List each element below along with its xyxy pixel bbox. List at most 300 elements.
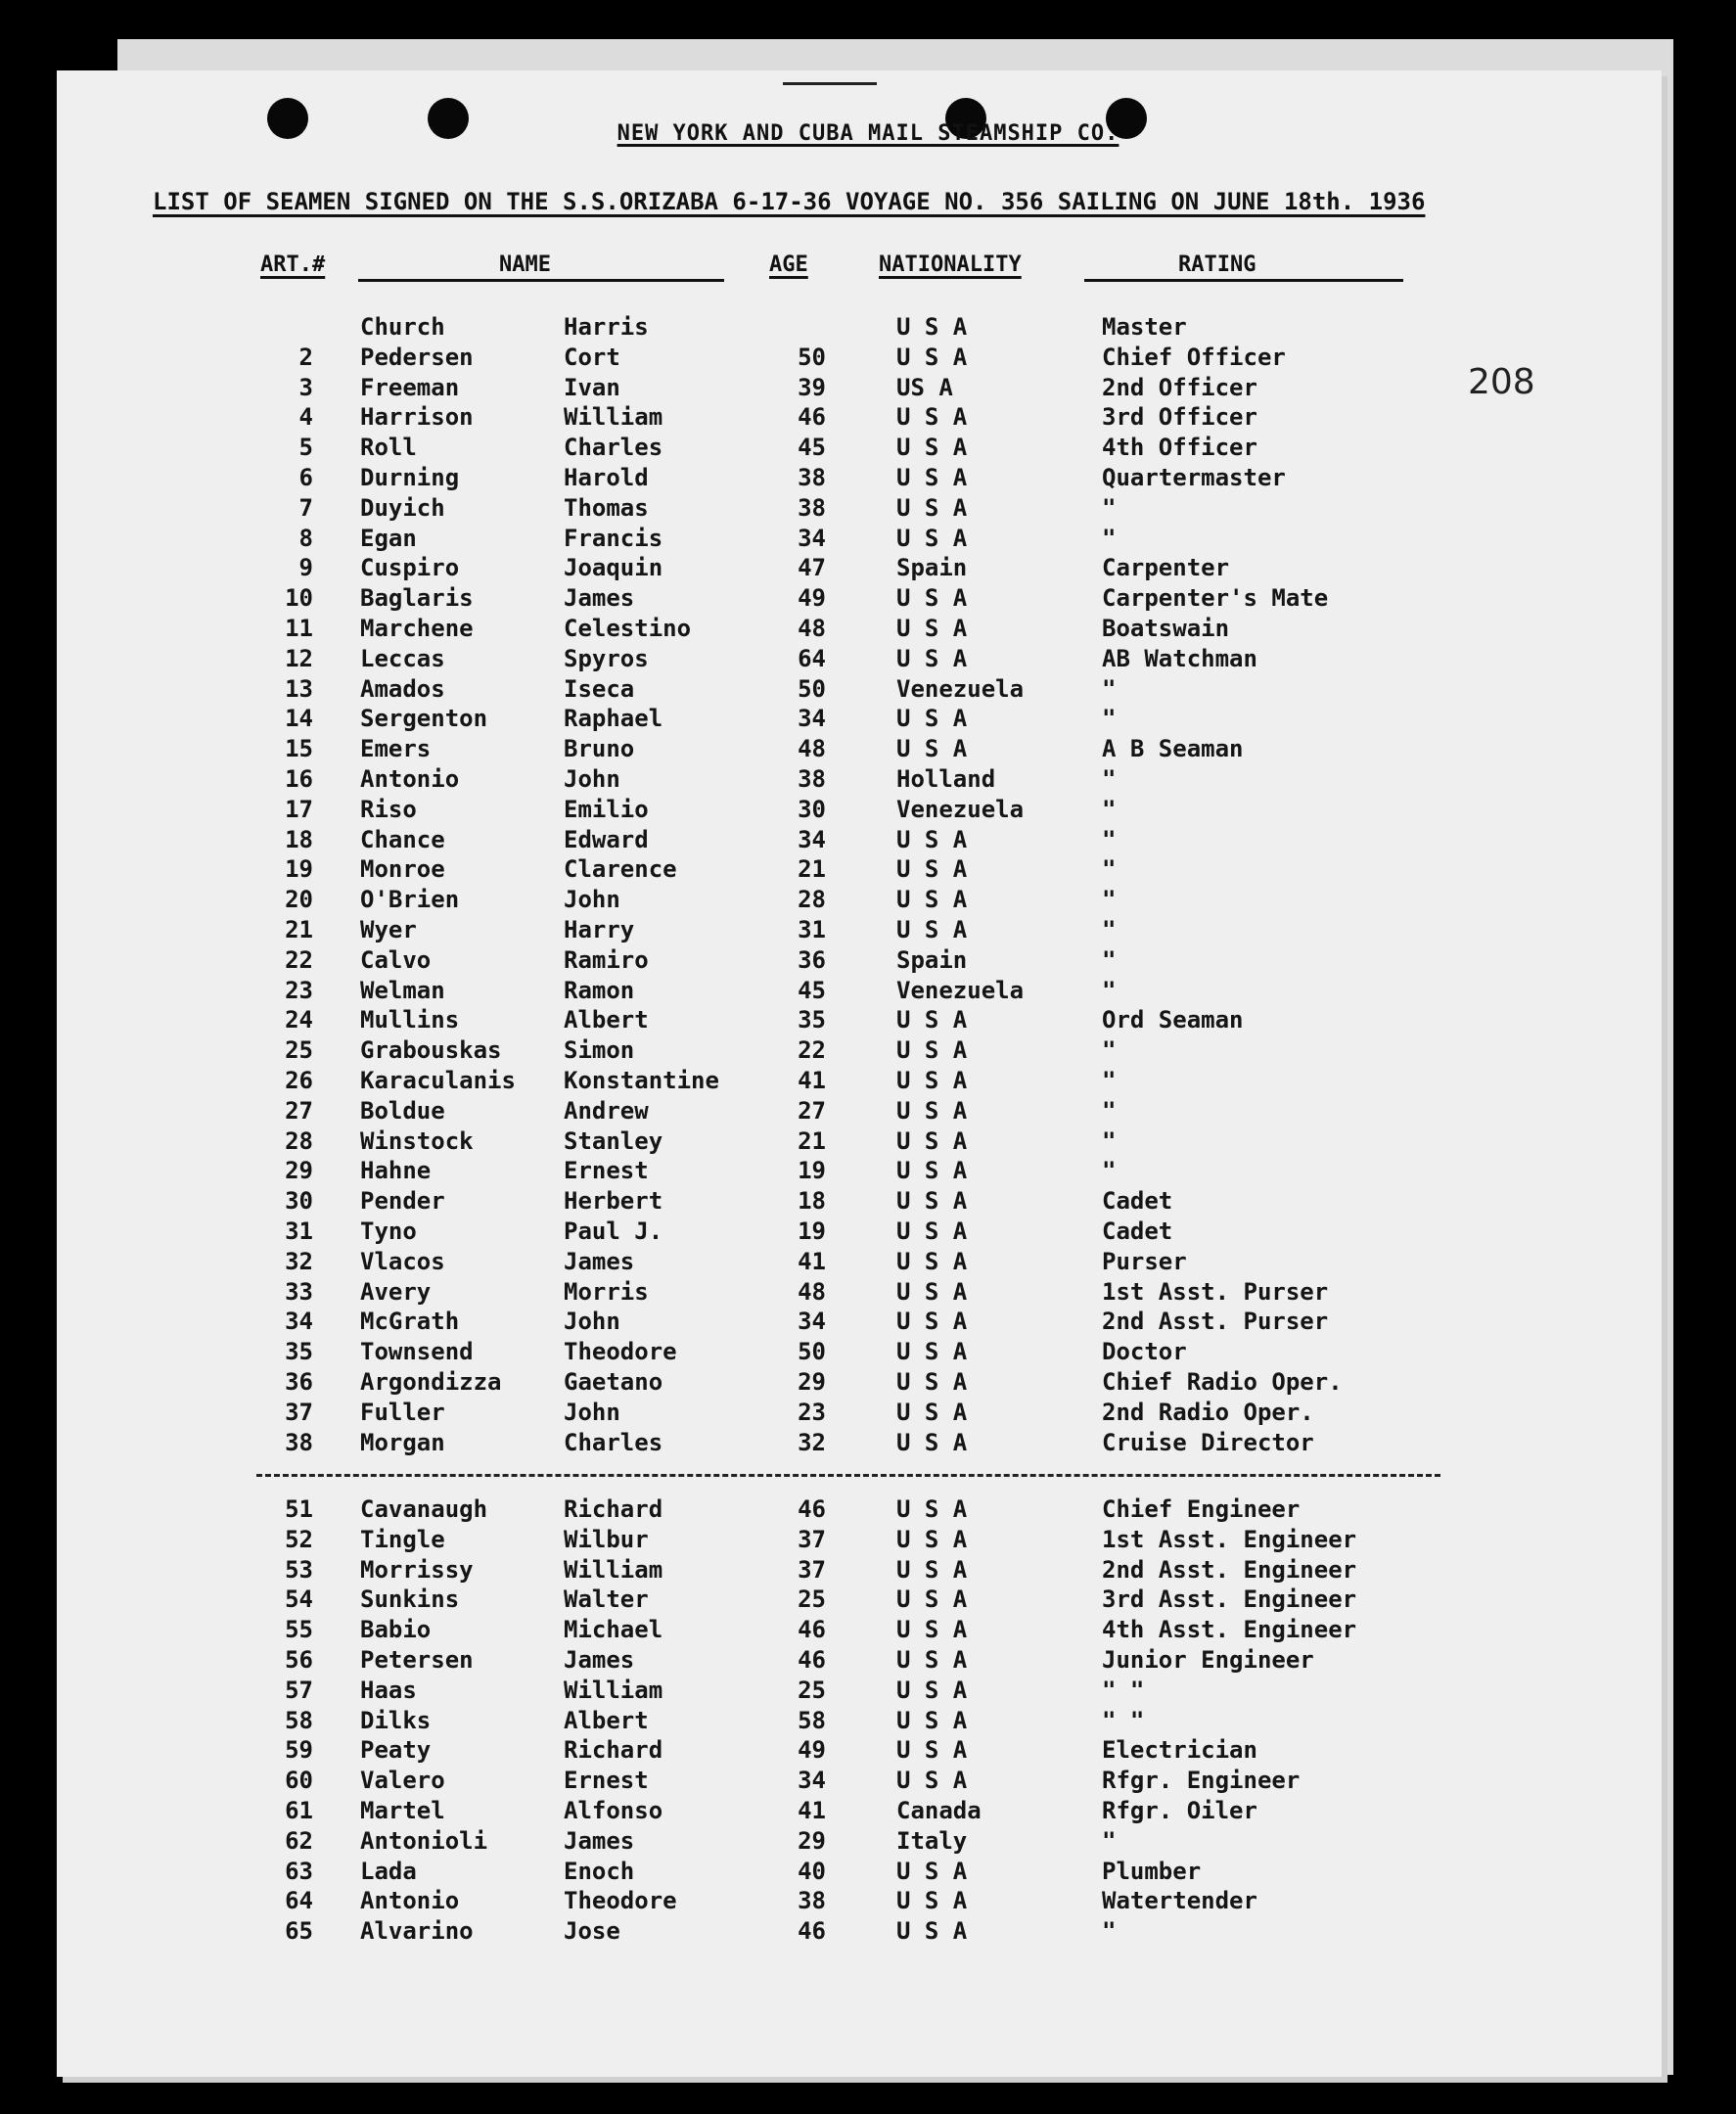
nationality: U S A [896, 705, 968, 733]
nationality: U S A [896, 1555, 968, 1584]
age: 46 [798, 403, 826, 432]
nationality: Canada [896, 1797, 982, 1824]
age: 48 [798, 615, 826, 642]
rating: " [1102, 705, 1117, 733]
surname: Antonioli [360, 1826, 488, 1855]
nationality: U S A [896, 1308, 968, 1336]
crew-row [0, 1278, 1736, 1309]
surname: Monroe [360, 855, 445, 884]
header-name: NAME [499, 253, 551, 277]
rating: 2nd Asst. Purser [1102, 1308, 1329, 1336]
crew-row [0, 977, 1736, 1007]
age: 35 [798, 1006, 826, 1034]
art-number: 27 [285, 1096, 313, 1125]
top-rule [783, 82, 877, 85]
crew-row [0, 796, 1736, 826]
age: 46 [798, 1616, 826, 1644]
surname: Calvo [360, 945, 432, 974]
nationality: U S A [896, 1706, 968, 1734]
art-number: 19 [285, 855, 313, 884]
surname: Dilks [360, 1706, 432, 1734]
crew-row [0, 765, 1736, 796]
age: 23 [798, 1398, 826, 1426]
art-number: 6 [298, 464, 313, 491]
art-number: 24 [285, 1006, 313, 1034]
crew-row [0, 826, 1736, 856]
surname: Antonio [360, 1887, 460, 1915]
age: 48 [798, 1277, 826, 1306]
nationality: U S A [896, 584, 968, 613]
rating: 2nd Radio Oper. [1102, 1398, 1314, 1426]
art-number: 10 [285, 584, 313, 613]
surname: Marchene [360, 615, 474, 642]
rating: 2nd Asst. Engineer [1102, 1555, 1357, 1584]
rating: Quartermaster [1102, 464, 1286, 491]
given-name: Ernest [564, 1157, 649, 1185]
given-name: Enoch [564, 1857, 635, 1885]
art-number: 18 [285, 825, 313, 853]
art-number: 23 [285, 976, 313, 1004]
surname: Cuspiro [360, 554, 460, 582]
art-number: 59 [285, 1736, 313, 1765]
age: 50 [798, 674, 826, 703]
nationality: U S A [896, 464, 968, 491]
given-name: John [564, 1308, 620, 1336]
crew-row [0, 1767, 1736, 1797]
given-name: John [564, 765, 620, 793]
age: 25 [798, 1586, 826, 1614]
page-number: 208 [1468, 362, 1535, 402]
nationality: U S A [896, 735, 968, 763]
crew-row [0, 403, 1736, 434]
rating: " [1102, 916, 1117, 943]
art-number: 31 [285, 1218, 313, 1245]
given-name: Walter [564, 1586, 649, 1614]
surname: O'Brien [360, 886, 460, 914]
age: 32 [798, 1428, 826, 1456]
surname: Leccas [360, 644, 445, 672]
crew-row [0, 1157, 1736, 1187]
rating: " [1102, 1157, 1117, 1185]
crew-row [0, 1827, 1736, 1858]
art-number: 32 [285, 1247, 313, 1275]
surname: Morrissy [360, 1555, 474, 1584]
art-number: 63 [285, 1857, 313, 1885]
age: 49 [798, 584, 826, 613]
crew-row [0, 916, 1736, 946]
rating: " [1102, 945, 1117, 974]
rating: " [1102, 1826, 1117, 1855]
surname: McGrath [360, 1308, 460, 1336]
given-name: Harry [564, 916, 635, 943]
art-number: 61 [285, 1797, 313, 1824]
rating: " [1102, 765, 1117, 793]
rating: " [1102, 886, 1117, 914]
age: 30 [798, 795, 826, 823]
rating: 1st Asst. Purser [1102, 1277, 1329, 1306]
given-name: John [564, 1398, 620, 1426]
crew-row [0, 1187, 1736, 1218]
nationality: U S A [896, 1157, 968, 1185]
art-number: 56 [285, 1646, 313, 1674]
nationality: Spain [896, 554, 968, 582]
nationality: U S A [896, 886, 968, 914]
given-name: Ramon [564, 976, 635, 1004]
crew-row [0, 1218, 1736, 1248]
age: 41 [798, 1067, 826, 1094]
surname: Pedersen [360, 343, 474, 371]
art-number: 4 [298, 403, 313, 432]
rating: Electrician [1102, 1736, 1257, 1765]
rating: 3rd Officer [1102, 403, 1257, 432]
rating: Carpenter's Mate [1102, 584, 1329, 613]
rating: 4th Officer [1102, 434, 1257, 462]
surname: Petersen [360, 1646, 474, 1674]
surname: Church [360, 313, 445, 341]
rating: 1st Asst. Engineer [1102, 1525, 1357, 1553]
given-name: Paul J. [564, 1218, 663, 1245]
age: 29 [798, 1368, 826, 1396]
surname: Antonio [360, 765, 460, 793]
given-name: Alfonso [564, 1797, 663, 1824]
nationality: Spain [896, 945, 968, 974]
header-age: AGE [769, 253, 808, 277]
age: 19 [798, 1157, 826, 1185]
given-name: William [564, 1676, 663, 1704]
surname: Martel [360, 1797, 445, 1824]
crew-row [0, 464, 1736, 494]
crew-row [0, 1646, 1736, 1677]
age: 18 [798, 1187, 826, 1216]
art-number: 11 [285, 615, 313, 642]
crew-row [0, 434, 1736, 464]
rating: Doctor [1102, 1338, 1187, 1366]
rating: 4th Asst. Engineer [1102, 1616, 1357, 1644]
nationality: U S A [896, 1736, 968, 1765]
crew-row [0, 1399, 1736, 1429]
nationality: Venezuela [896, 674, 1025, 703]
crew-row [0, 1736, 1736, 1767]
art-number: 64 [285, 1887, 313, 1915]
crew-row [0, 1858, 1736, 1888]
given-name: Albert [564, 1006, 649, 1034]
crew-row [0, 1097, 1736, 1127]
rating: Carpenter [1102, 554, 1230, 582]
rating: Cadet [1102, 1218, 1173, 1245]
age: 21 [798, 855, 826, 884]
art-number: 17 [285, 795, 313, 823]
age: 46 [798, 1646, 826, 1674]
art-number: 57 [285, 1676, 313, 1704]
surname: Tyno [360, 1218, 417, 1245]
crew-row [0, 313, 1736, 344]
age: 48 [798, 735, 826, 763]
nationality: U S A [896, 916, 968, 943]
rating: Boatswain [1102, 615, 1230, 642]
surname: Winstock [360, 1126, 474, 1155]
age: 38 [798, 1887, 826, 1915]
rating: 2nd Officer [1102, 373, 1257, 401]
art-number: 54 [285, 1586, 313, 1614]
given-name: Clarence [564, 855, 677, 884]
age: 50 [798, 1338, 826, 1366]
nationality: Holland [896, 765, 996, 793]
rating: Purser [1102, 1247, 1187, 1275]
crew-row [0, 1338, 1736, 1368]
given-name: William [564, 403, 663, 432]
surname: Emers [360, 735, 432, 763]
header-art: ART.# [260, 253, 326, 277]
company-title: NEW YORK AND CUBA MAIL STEAMSHIP CO. [617, 121, 1119, 146]
age: 22 [798, 1036, 826, 1065]
age: 36 [798, 945, 826, 974]
rating: Ord Seaman [1102, 1006, 1244, 1034]
art-number: 20 [285, 886, 313, 914]
surname: Roll [360, 434, 417, 462]
surname: Cavanaugh [360, 1495, 488, 1523]
art-number: 30 [285, 1187, 313, 1216]
nationality: U S A [896, 644, 968, 672]
rating: " [1102, 493, 1117, 522]
crew-row [0, 1006, 1736, 1036]
nationality: U S A [896, 1646, 968, 1674]
age: 21 [798, 1126, 826, 1155]
rating: " [1102, 976, 1117, 1004]
art-number: 60 [285, 1767, 313, 1795]
age: 37 [798, 1555, 826, 1584]
art-number: 51 [285, 1495, 313, 1523]
crew-row [0, 1308, 1736, 1338]
given-name: Ernest [564, 1767, 649, 1795]
rating: " [1102, 1036, 1117, 1065]
age: 31 [798, 916, 826, 943]
crew-row [0, 886, 1736, 916]
nationality: U S A [896, 1495, 968, 1523]
art-number: 25 [285, 1036, 313, 1065]
age: 37 [798, 1525, 826, 1553]
given-name: Michael [564, 1616, 663, 1644]
crew-row [0, 344, 1736, 374]
given-name: Celestino [564, 615, 692, 642]
nationality: U S A [896, 825, 968, 853]
rating: " " [1102, 1706, 1145, 1734]
surname: Haas [360, 1676, 417, 1704]
art-number: 28 [285, 1126, 313, 1155]
art-number: 33 [285, 1277, 313, 1306]
age: 34 [798, 705, 826, 733]
age: 41 [798, 1247, 826, 1275]
crew-row [0, 1556, 1736, 1586]
age: 38 [798, 765, 826, 793]
art-number: 34 [285, 1308, 313, 1336]
given-name: Iseca [564, 674, 635, 703]
nationality: U S A [896, 313, 968, 341]
rating: " [1102, 1067, 1117, 1094]
age: 28 [798, 886, 826, 914]
crew-row [0, 1917, 1736, 1948]
age: 29 [798, 1826, 826, 1855]
age: 34 [798, 825, 826, 853]
rating: Chief Engineer [1102, 1495, 1301, 1523]
given-name: Charles [564, 1428, 663, 1456]
nationality: U S A [896, 1338, 968, 1366]
art-number: 16 [285, 765, 313, 793]
surname: Chance [360, 825, 445, 853]
header-rating-line [1084, 279, 1403, 282]
age: 39 [798, 373, 826, 401]
section-divider [256, 1474, 1440, 1477]
rating: " [1102, 855, 1117, 884]
crew-row [0, 374, 1736, 404]
nationality: U S A [896, 1126, 968, 1155]
art-number: 8 [298, 524, 313, 552]
given-name: Harris [564, 313, 649, 341]
surname: Boldue [360, 1096, 445, 1125]
crew-row [0, 1495, 1736, 1526]
surname: Durning [360, 464, 460, 491]
list-subtitle: LIST OF SEAMEN SIGNED ON THE S.S.ORIZABA 6-17-36 VOYAGE NO. 356 SAILING ON JUNE 18th. 1936 [153, 188, 1426, 215]
given-name: Bruno [564, 735, 635, 763]
surname: Egan [360, 524, 417, 552]
given-name: Stanley [564, 1126, 663, 1155]
given-name: Emilio [564, 795, 649, 823]
surname: Karaculanis [360, 1067, 516, 1094]
given-name: Edward [564, 825, 649, 853]
age: 34 [798, 1767, 826, 1795]
surname: Wyer [360, 916, 417, 943]
surname: Welman [360, 976, 445, 1004]
art-number: 53 [285, 1555, 313, 1584]
art-number: 65 [285, 1917, 313, 1946]
given-name: Charles [564, 434, 663, 462]
surname: Peaty [360, 1736, 432, 1765]
nationality: U S A [896, 1525, 968, 1553]
crew-row [0, 675, 1736, 706]
surname: Hahne [360, 1157, 432, 1185]
given-name: Harold [564, 464, 649, 491]
age: 41 [798, 1797, 826, 1824]
art-number: 37 [285, 1398, 313, 1426]
surname: Harrison [360, 403, 474, 432]
surname: Sunkins [360, 1586, 460, 1614]
age: 25 [798, 1676, 826, 1704]
age: 50 [798, 343, 826, 371]
crew-row [0, 855, 1736, 886]
nationality: Venezuela [896, 795, 1025, 823]
given-name: James [564, 584, 635, 613]
nationality: U S A [896, 1676, 968, 1704]
nationality: U S A [896, 1067, 968, 1094]
given-name: Theodore [564, 1887, 677, 1915]
crew-row [0, 525, 1736, 555]
art-number: 13 [285, 674, 313, 703]
nationality: U S A [896, 1187, 968, 1216]
rating: " [1102, 795, 1117, 823]
surname: Argondizza [360, 1368, 502, 1396]
rating: Chief Radio Oper. [1102, 1368, 1343, 1396]
crew-row [0, 1368, 1736, 1399]
surname: Vlacos [360, 1247, 445, 1275]
art-number: 62 [285, 1826, 313, 1855]
surname: Amados [360, 674, 445, 703]
art-number: 15 [285, 735, 313, 763]
nationality: U S A [896, 855, 968, 884]
rating: Watertender [1102, 1887, 1257, 1915]
crew-row [0, 1616, 1736, 1646]
rating: Cadet [1102, 1187, 1173, 1216]
rating: Plumber [1102, 1857, 1202, 1885]
crew-row [0, 1127, 1736, 1158]
given-name: Cort [564, 343, 620, 371]
rating: " [1102, 1917, 1117, 1946]
art-number: 29 [285, 1157, 313, 1185]
nationality: U S A [896, 1428, 968, 1456]
given-name: Simon [564, 1036, 635, 1065]
crew-row [0, 584, 1736, 615]
given-name: Ivan [564, 373, 620, 401]
given-name: Wilbur [564, 1525, 649, 1553]
art-number: 36 [285, 1368, 313, 1396]
given-name: Theodore [564, 1338, 677, 1366]
nationality: U S A [896, 1277, 968, 1306]
given-name: James [564, 1826, 635, 1855]
given-name: Spyros [564, 644, 649, 672]
crew-row [0, 735, 1736, 765]
given-name: Jose [564, 1917, 620, 1946]
nationality: U S A [896, 1006, 968, 1034]
rating: 3rd Asst. Engineer [1102, 1586, 1357, 1614]
given-name: Konstantine [564, 1067, 719, 1094]
nationality: U S A [896, 524, 968, 552]
nationality: U S A [896, 493, 968, 522]
rating: " [1102, 524, 1117, 552]
art-number: 9 [298, 554, 313, 582]
given-name: James [564, 1247, 635, 1275]
rating: " [1102, 1096, 1117, 1125]
nationality: U S A [896, 615, 968, 642]
given-name: Albert [564, 1706, 649, 1734]
art-number: 21 [285, 916, 313, 943]
surname: Morgan [360, 1428, 445, 1456]
surname: Mullins [360, 1006, 460, 1034]
surname: Lada [360, 1857, 417, 1885]
surname: Riso [360, 795, 417, 823]
crew-row [0, 615, 1736, 645]
crew-row [0, 1677, 1736, 1707]
surname: Townsend [360, 1338, 474, 1366]
surname: Tingle [360, 1525, 445, 1553]
age: 49 [798, 1736, 826, 1765]
art-number: 14 [285, 705, 313, 733]
crew-row [0, 1067, 1736, 1097]
nationality: U S A [896, 403, 968, 432]
age: 19 [798, 1218, 826, 1245]
age: 46 [798, 1495, 826, 1523]
surname: Freeman [360, 373, 460, 401]
crew-row [0, 1707, 1736, 1737]
art-number: 35 [285, 1338, 313, 1366]
art-number: 2 [298, 343, 313, 371]
age: 38 [798, 464, 826, 491]
art-number: 12 [285, 644, 313, 672]
given-name: Richard [564, 1736, 663, 1765]
surname: Avery [360, 1277, 432, 1306]
nationality: U S A [896, 1096, 968, 1125]
nationality: U S A [896, 1857, 968, 1885]
age: 34 [798, 1308, 826, 1336]
surname: Babio [360, 1616, 432, 1644]
age: 40 [798, 1857, 826, 1885]
